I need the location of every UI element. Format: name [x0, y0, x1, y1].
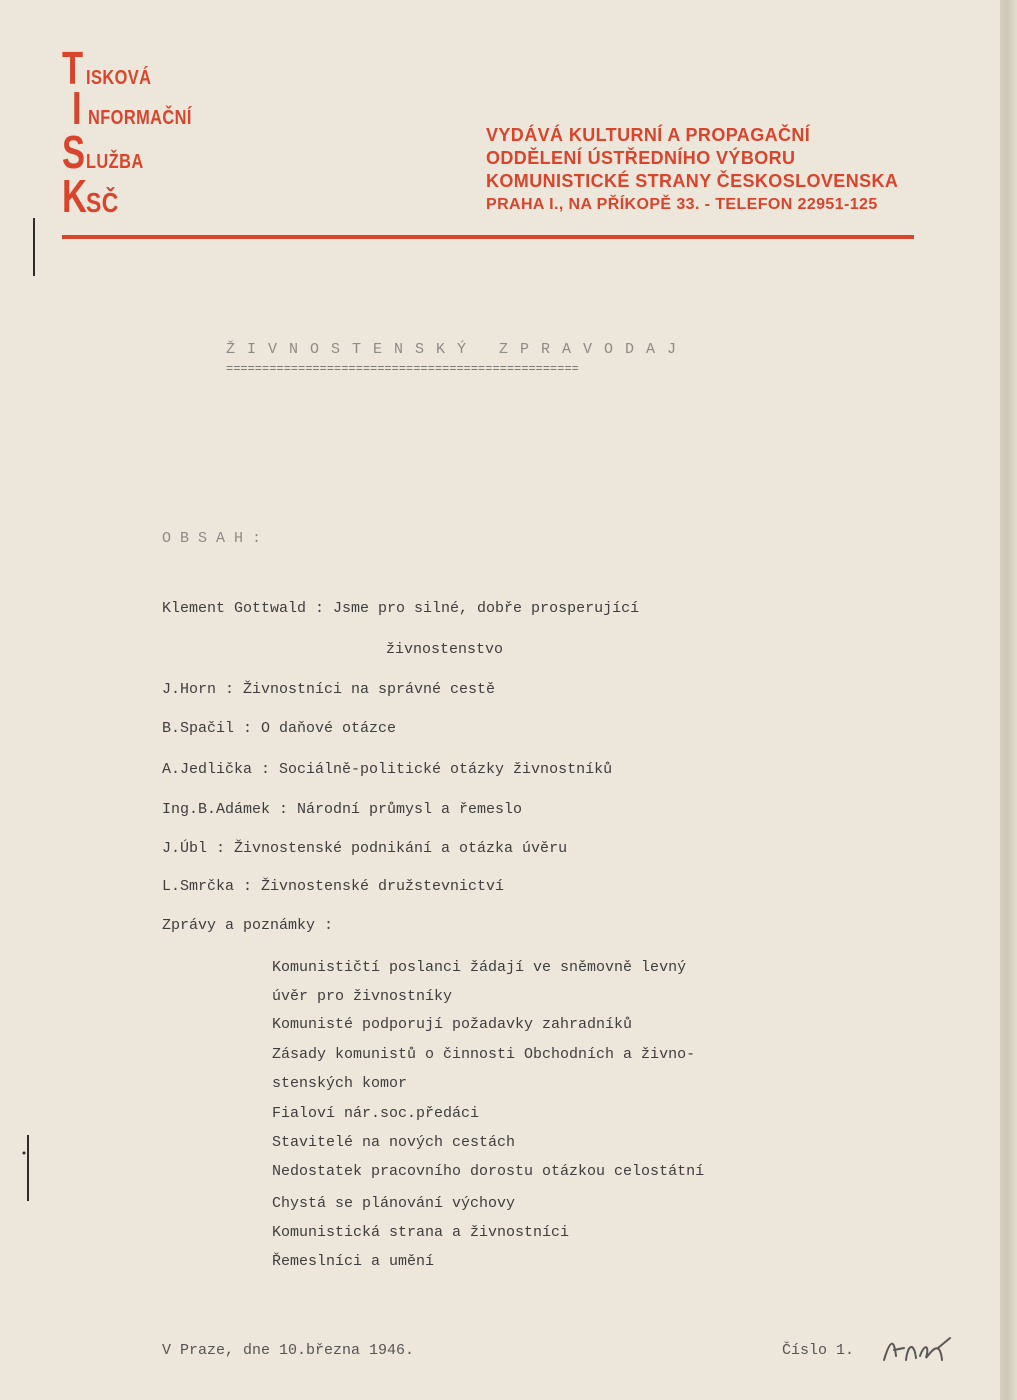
header-line: VYDÁVÁ KULTURNÍ A PROPAGAČNÍ	[486, 125, 811, 145]
title-underline: =================================================	[226, 362, 579, 376]
logo-initial: K	[62, 170, 87, 222]
logo-line	[62, 170, 126, 222]
note-item: stenských komor	[272, 1075, 408, 1092]
publisher-header	[486, 124, 926, 216]
contents-entry: L.Smrčka : Živnostenské družstevnictví	[162, 878, 505, 895]
logo-line	[62, 126, 156, 178]
issue-number: Číslo 1.	[782, 1342, 855, 1359]
contents-entry: Zprávy a poznámky :	[162, 917, 334, 934]
logo-word: LUŽBA	[86, 151, 144, 173]
logo-word: NFORMAČNÍ	[88, 107, 192, 129]
logo-initial: S	[62, 126, 86, 178]
contents-entry: B.Spačil : O daňové otázce	[162, 720, 397, 737]
note-item: Stavitelé na nových cestách	[272, 1134, 516, 1151]
header-rule	[62, 235, 914, 239]
date-line: V Praze, dne 10.března 1946.	[162, 1342, 415, 1359]
header-line: KOMUNISTICKÉ STRANY ČESKOSLOVENSKA	[486, 171, 899, 191]
contents-entry: živnostenstvo	[386, 641, 504, 658]
header-line: ODDĚLENÍ ÚSTŘEDNÍHO VÝBORU	[486, 148, 796, 168]
page-edge	[1000, 0, 1017, 1400]
logo-word: SČ	[86, 187, 119, 218]
staple-mark-top	[28, 218, 40, 278]
logo-initial: I	[72, 82, 82, 134]
logo-initial: T	[62, 42, 84, 94]
handwritten-mark	[880, 1330, 960, 1370]
contents-entry: J.Úbl : Živnostenské podnikání a otázka úvěru	[162, 840, 568, 857]
note-item: Zásady komunistů o činnosti Obchodních a živno-	[272, 1046, 696, 1063]
logo-line	[72, 82, 215, 134]
note-item: Nedostatek pracovního dorostu otázkou celostátní	[272, 1163, 705, 1180]
note-item: Chystá se plánování výchovy	[272, 1195, 516, 1212]
logo-word: ISKOVÁ	[86, 67, 152, 89]
note-item: Komunisté podporují požadavky zahradníků	[272, 1016, 633, 1033]
contents-entry: A.Jedlička : Sociálně-politické otázky živnostníků	[162, 761, 613, 778]
note-item: Řemeslníci a umění	[272, 1253, 435, 1270]
header-line: PRAHA I., NA PŘÍKOPĚ 33. - TELEFON 22951-125	[486, 196, 878, 213]
document-title: ŽIVNOSTENSKÝ ZPRAVODAJ	[226, 341, 689, 358]
note-item: Komunistická strana a živnostníci	[272, 1224, 570, 1241]
contents-entry: Klement Gottwald : Jsme pro silné, dobře prosperující	[162, 600, 640, 617]
contents-entry: Ing.B.Adámek : Národní průmysl a řemeslo	[162, 801, 523, 818]
staple-mark-bottom	[18, 1135, 38, 1205]
note-item: Fialoví nár.soc.předáci	[272, 1105, 480, 1122]
contents-entry: J.Horn : Živnostníci na správné cestě	[162, 681, 496, 698]
note-item: úvěr pro živnostníky	[272, 988, 453, 1005]
contents-heading: OBSAH:	[162, 530, 271, 547]
note-item: Komunističtí poslanci žádají ve sněmovně levný	[272, 959, 687, 976]
